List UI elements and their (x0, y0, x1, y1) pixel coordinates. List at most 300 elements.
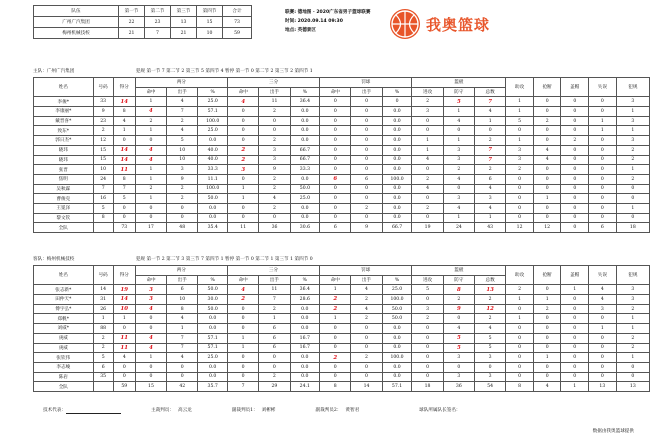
total-cell: 42 (167, 382, 198, 392)
stat-cell: 0.0 (382, 116, 412, 126)
stat-cell: 5 (443, 333, 474, 343)
stat-cell: 5 (506, 116, 534, 126)
player-name: 张志新* (34, 285, 94, 295)
header-made: 命中 (135, 87, 166, 97)
header-att: 出手 (167, 275, 198, 285)
q1-score: 21 (119, 28, 145, 39)
total-cell: 43 (475, 223, 506, 233)
stat-cell: 0.0 (382, 343, 412, 353)
stat-cell: 0 (616, 372, 649, 382)
stat-cell: 2 (412, 97, 443, 107)
stat-cell: 4 (475, 184, 506, 194)
stat-cell: 16 (93, 194, 113, 204)
stat-cell: 2 (259, 184, 290, 194)
stat-cell: 0 (533, 107, 561, 117)
stat-cell: 2 (533, 304, 561, 314)
stat-cell: 4 (412, 184, 443, 194)
stat-cell: 2 (259, 203, 290, 213)
stat-cell: 0 (589, 372, 617, 382)
total-cell: 12 (533, 223, 561, 233)
stat-cell: 0 (351, 372, 382, 382)
stat-cell: 0 (412, 213, 443, 223)
total-cell: 36 (259, 223, 290, 233)
stat-cell: 0 (412, 372, 443, 382)
stat-cell: 0.0 (382, 184, 412, 194)
stat-cell: 0 (320, 362, 351, 372)
stat-cell: 1 (135, 194, 166, 204)
header-pct: % (198, 275, 228, 285)
player-row (34, 97, 650, 107)
stat-cell: 0 (589, 155, 617, 165)
time-line: 时间: 2020.09.14 09:30 (285, 19, 343, 24)
stat-cell: 3 (412, 107, 443, 117)
stat-cell: 2 (506, 285, 534, 295)
stat-cell: 15 (93, 145, 113, 155)
stat-cell: 0 (475, 126, 506, 136)
total-cell: 30.6 (290, 223, 320, 233)
stat-cell: 0.0 (198, 203, 228, 213)
total-cell: 8 (506, 382, 534, 392)
stat-cell: 0 (167, 203, 198, 213)
header-att: 出手 (259, 87, 290, 97)
stat-cell: 0.0 (382, 372, 412, 382)
header-fouls: 犯规 (616, 78, 649, 97)
player-row (34, 174, 650, 184)
stat-cell: 3 (412, 304, 443, 314)
header-steals: 抢断 (533, 266, 561, 285)
stat-cell: 0.0 (290, 213, 320, 223)
stat-cell: 0 (561, 333, 589, 343)
stat-cell: 16.7 (290, 343, 320, 353)
stat-cell: 0.0 (290, 324, 320, 334)
stat-cell: 0 (351, 343, 382, 353)
stat-cell: 25.0 (198, 353, 228, 363)
stat-cell: 9 (167, 174, 198, 184)
player-name: 李俊* (34, 97, 94, 107)
stat-cell: 0.0 (382, 126, 412, 136)
stat-cell: 4 (351, 304, 382, 314)
stat-cell: 3 (135, 295, 166, 305)
team-total-row (34, 382, 650, 392)
stat-cell: 0 (561, 145, 589, 155)
total-cell: 12 (506, 223, 534, 233)
stat-cell: 1 (616, 126, 649, 136)
stat-cell: 1 (533, 295, 561, 305)
stat-cell: 0.0 (290, 174, 320, 184)
header-number: 号码 (93, 266, 113, 285)
stat-cell: 25.0 (382, 285, 412, 295)
stat-cell: 0 (135, 203, 166, 213)
stat-cell: 0 (506, 213, 534, 223)
header-att: 出手 (351, 275, 382, 285)
stat-cell: 1 (167, 324, 198, 334)
stat-cell: 0.0 (198, 213, 228, 223)
data-source-note: 数据由我奥篮球提供 (592, 429, 634, 434)
stat-cell: 0 (589, 362, 617, 372)
stat-cell: 7 (113, 184, 135, 194)
stat-cell: 0 (259, 116, 290, 126)
stat-cell: 0 (561, 174, 589, 184)
player-row (34, 304, 650, 314)
match-info (285, 8, 370, 35)
total-cell (93, 382, 113, 392)
stat-cell: 0 (412, 333, 443, 343)
stat-cell: 0 (533, 174, 561, 184)
stat-cell: 0 (412, 324, 443, 334)
stat-cell: 2 (259, 107, 290, 117)
stat-cell: 3 (443, 155, 474, 165)
header-pct: % (290, 87, 320, 97)
stat-cell: 3 (259, 155, 290, 165)
header-assists: 助攻 (506, 78, 534, 97)
stat-cell: 3 (506, 155, 534, 165)
stat-cell: 0 (320, 107, 351, 117)
stat-cell: 0.0 (382, 333, 412, 343)
away-section-title (33, 256, 313, 262)
stat-cell: 3 (443, 372, 474, 382)
stat-cell: 0.0 (198, 362, 228, 372)
stat-cell: 8 (167, 304, 198, 314)
stat-cell: 0 (561, 97, 589, 107)
total-cell: 11 (228, 223, 259, 233)
ref2-label: 副裁判员2： (315, 408, 342, 413)
player-name: 庚威 (34, 343, 94, 353)
stat-cell: 0 (616, 194, 649, 204)
stat-cell: 25.0 (290, 194, 320, 204)
stat-cell: 6 (320, 174, 351, 184)
stat-cell: 6 (475, 174, 506, 184)
stat-cell: 0 (135, 136, 166, 146)
stat-cell: 66.7 (290, 155, 320, 165)
stat-cell: 1 (475, 213, 506, 223)
stat-cell: 1 (616, 353, 649, 363)
stat-cell: 33 (93, 97, 113, 107)
stat-cell: 0 (561, 165, 589, 175)
stat-cell: 0 (320, 213, 351, 223)
tech-rep-label: 技术代表： (43, 408, 66, 413)
stat-cell: 2 (135, 116, 166, 126)
stat-cell: 11 (113, 343, 135, 353)
stat-cell: 1 (412, 145, 443, 155)
stat-cell: 5 (443, 97, 474, 107)
stat-cell: 0 (561, 184, 589, 194)
total-cell: 15 (135, 382, 166, 392)
stat-cell: 0 (259, 353, 290, 363)
stat-cell: 31 (93, 295, 113, 305)
stat-cell: 0 (533, 184, 561, 194)
header-made: 命中 (320, 87, 351, 97)
stat-cell: 0 (616, 362, 649, 372)
stat-cell: 10 (113, 304, 135, 314)
stat-cell: 3 (616, 136, 649, 146)
stat-cell: 0 (351, 155, 382, 165)
stat-cell: 0 (228, 203, 259, 213)
stat-cell: 5 (474, 333, 505, 343)
stat-cell: 0 (443, 126, 474, 136)
stat-cell: 25.0 (198, 126, 228, 136)
total-cell (93, 223, 113, 233)
stat-cell: 0.0 (382, 165, 412, 175)
stat-cell: 0 (561, 353, 589, 363)
stat-cell: 2 (475, 165, 506, 175)
stat-cell: 2 (616, 343, 649, 353)
stat-cell: 0 (616, 184, 649, 194)
player-name: 曹俊克 (34, 194, 94, 204)
stat-cell: 23 (93, 116, 113, 126)
stat-cell: 0 (533, 343, 561, 353)
header-def: 防守 (443, 87, 474, 97)
stat-cell: 1 (475, 116, 506, 126)
header-name: 姓名 (34, 266, 94, 285)
stat-cell: 10 (167, 145, 198, 155)
stat-cell: 0 (228, 126, 259, 136)
stat-cell: 1 (616, 107, 649, 117)
player-row (34, 372, 650, 382)
stat-cell: 100.0 (198, 116, 228, 126)
stat-cell: 0.0 (382, 136, 412, 146)
stat-cell: 4 (135, 333, 166, 343)
player-row (34, 165, 650, 175)
stat-cell: 4 (474, 324, 505, 334)
stat-cell: 0 (506, 333, 534, 343)
stat-cell: 50.0 (290, 184, 320, 194)
stat-cell: 0 (135, 372, 166, 382)
stat-cell: 0 (320, 97, 351, 107)
header-att: 出手 (351, 87, 382, 97)
captain-sign-label: 球队所属队长签名： (419, 408, 461, 413)
stat-cell: 0 (589, 203, 617, 213)
header-name: 姓名 (34, 78, 94, 97)
signature-footer (33, 407, 633, 414)
stat-cell: 2 (443, 165, 474, 175)
stat-cell: 3 (616, 97, 649, 107)
quarter-header-row (34, 6, 252, 17)
stat-cell: 0 (589, 333, 617, 343)
stat-cell: 1 (616, 203, 649, 213)
stat-cell: 7 (259, 295, 290, 305)
stat-cell: 0 (443, 362, 474, 372)
stat-cell: 0 (167, 213, 198, 223)
stat-cell: 0 (228, 174, 259, 184)
stat-cell: 0 (412, 362, 443, 372)
player-name: 庚威 (34, 333, 94, 343)
stat-cell: 0 (135, 213, 166, 223)
stat-cell: 7 (93, 184, 113, 194)
stat-cell: 1 (533, 353, 561, 363)
player-row (34, 155, 650, 165)
stat-cell: 10 (93, 165, 113, 175)
stat-cell: 0 (167, 362, 198, 372)
stat-cell: 14 (113, 295, 135, 305)
stat-cell: 1 (561, 285, 589, 295)
stat-cell: 2 (320, 353, 351, 363)
stat-cell: 0 (167, 372, 198, 382)
stat-cell: 14 (113, 145, 135, 155)
stat-cell: 0 (113, 203, 135, 213)
stat-cell: 0 (506, 184, 534, 194)
total-cell: 0 (561, 223, 589, 233)
stat-cell: 2 (259, 174, 290, 184)
stat-cell: 0 (589, 314, 617, 324)
stat-cell: 2 (506, 165, 534, 175)
stat-cell: 4 (443, 324, 474, 334)
stat-cell: 0.0 (290, 362, 320, 372)
stat-cell: 0.0 (382, 324, 412, 334)
stat-cell: 0.0 (290, 203, 320, 213)
stat-cell: 0.0 (198, 314, 228, 324)
total-cell: 6 (589, 223, 617, 233)
stat-cell: 2 (412, 174, 443, 184)
stat-cell: 0 (228, 116, 259, 126)
header-points: 得分 (113, 78, 135, 97)
stat-cell: 0 (561, 213, 589, 223)
stat-cell: 2 (227, 295, 258, 305)
stat-cell: 4 (135, 155, 166, 165)
stat-cell: 4 (351, 285, 382, 295)
stat-cell: 4 (589, 285, 617, 295)
stat-cell: 0 (589, 145, 617, 155)
stat-cell: 1 (589, 116, 617, 126)
stat-cell: 0 (412, 116, 443, 126)
header-steals: 抢断 (533, 78, 561, 97)
stat-cell: 0 (351, 213, 382, 223)
stat-cell: 2 (351, 314, 382, 324)
stat-cell: 1 (113, 126, 135, 136)
total-cell: 36 (443, 382, 474, 392)
stat-cell: 0 (320, 155, 351, 165)
team-total-row (34, 223, 650, 233)
total-cell: 9 (351, 223, 382, 233)
header-row (34, 266, 650, 276)
chief-ref-name: 高云龙 (177, 408, 192, 413)
stat-cell: 0 (351, 126, 382, 136)
stat-cell: 4 (167, 314, 198, 324)
header-q3: 第三节 (171, 6, 197, 17)
stat-cell: 0 (506, 372, 534, 382)
stat-cell: 0 (412, 353, 443, 363)
ref1-label: 副裁判员1： (231, 408, 258, 413)
header-free-throw: 罚球 (320, 78, 412, 88)
stat-cell: 0 (227, 324, 258, 334)
stat-cell: 57.1 (198, 343, 228, 353)
total-cell: 19 (412, 223, 443, 233)
player-name: 李康丽* (34, 107, 94, 117)
player-name: 郭日杰* (34, 136, 94, 146)
stat-cell: 2 (167, 194, 198, 204)
stat-cell: 0 (351, 184, 382, 194)
stat-cell: 0 (506, 203, 534, 213)
stat-cell: 0 (320, 343, 351, 353)
header-att: 出手 (259, 275, 290, 285)
stat-cell: 25.0 (198, 97, 228, 107)
stat-cell: 9 (259, 165, 290, 175)
stat-cell: 1 (506, 136, 534, 146)
header-fouls: 犯规 (616, 266, 649, 285)
stat-cell: 4 (589, 295, 617, 305)
stat-cell: 7 (475, 97, 506, 107)
stat-cell: 0 (351, 333, 382, 343)
stat-cell: 2 (351, 203, 382, 213)
stat-cell: 0.0 (290, 107, 320, 117)
stat-cell: 0 (533, 136, 561, 146)
stat-cell: 0 (351, 116, 382, 126)
stat-cell: 0.0 (382, 213, 412, 223)
player-name: 李志峻 (34, 362, 94, 372)
total-cell: 14 (351, 382, 382, 392)
stat-cell: 4 (443, 203, 474, 213)
total-cell: 66.7 (382, 223, 412, 233)
header-pct: % (382, 87, 412, 97)
ref2-name: 黄智君 (345, 408, 360, 413)
stat-cell: 2 (475, 136, 506, 146)
stat-cell: 11.1 (198, 174, 228, 184)
stat-cell: 1 (616, 165, 649, 175)
stat-cell: 11 (113, 333, 135, 343)
stat-cell: 2 (167, 184, 198, 194)
stat-cell: 2 (259, 136, 290, 146)
header-pct: % (382, 275, 412, 285)
stat-cell: 0 (113, 372, 135, 382)
stat-cell: 0 (227, 362, 258, 372)
player-name: 张钦伟 (34, 353, 94, 363)
stat-cell: 0 (351, 136, 382, 146)
stat-cell: 0 (351, 107, 382, 117)
stat-cell: 1 (506, 295, 534, 305)
stat-cell: 0 (320, 116, 351, 126)
venue-line: 地点: 英德景区 (285, 28, 316, 33)
player-name: 致东* (34, 126, 94, 136)
total-cell: 48 (167, 223, 198, 233)
stat-cell: 3 (259, 145, 290, 155)
stat-cell: 0 (589, 353, 617, 363)
quarter-row-away (34, 28, 252, 39)
stat-cell: 4 (227, 285, 258, 295)
stat-cell: 1 (135, 165, 166, 175)
stat-cell: 0 (320, 372, 351, 382)
stat-cell: 0 (412, 295, 443, 305)
stat-cell: 9 (443, 304, 474, 314)
player-row (34, 213, 650, 223)
stat-cell: 1 (93, 314, 113, 324)
player-row (34, 194, 650, 204)
stat-cell: 15 (93, 155, 113, 165)
stat-cell: 50.0 (382, 304, 412, 314)
header-free-throw: 罚球 (320, 266, 412, 276)
q2-score: 7 (145, 28, 171, 39)
player-name: 王冕泽 (34, 203, 94, 213)
header-q2: 第二节 (145, 6, 171, 17)
stat-cell: 36.4 (290, 97, 320, 107)
stat-cell: 0 (320, 145, 351, 155)
team-name: 梅州机械技校 (34, 28, 119, 39)
stat-cell: 33.3 (290, 165, 320, 175)
stat-cell: 0 (259, 362, 290, 372)
stat-cell: 16.7 (290, 333, 320, 343)
stat-cell: 4 (443, 174, 474, 184)
stat-cell: 1 (227, 343, 258, 353)
stat-cell: 1 (616, 314, 649, 324)
stat-cell: 1 (533, 194, 561, 204)
stat-cell: 0 (616, 213, 649, 223)
stat-cell: 1 (135, 97, 166, 107)
header-blocks: 盖帽 (561, 78, 589, 97)
stat-cell: 14 (93, 285, 113, 295)
stat-cell: 0.0 (290, 116, 320, 126)
stat-cell: 2 (320, 295, 351, 305)
stat-cell: 0 (561, 155, 589, 165)
stat-cell: 2 (616, 333, 649, 343)
header-pct: % (290, 275, 320, 285)
